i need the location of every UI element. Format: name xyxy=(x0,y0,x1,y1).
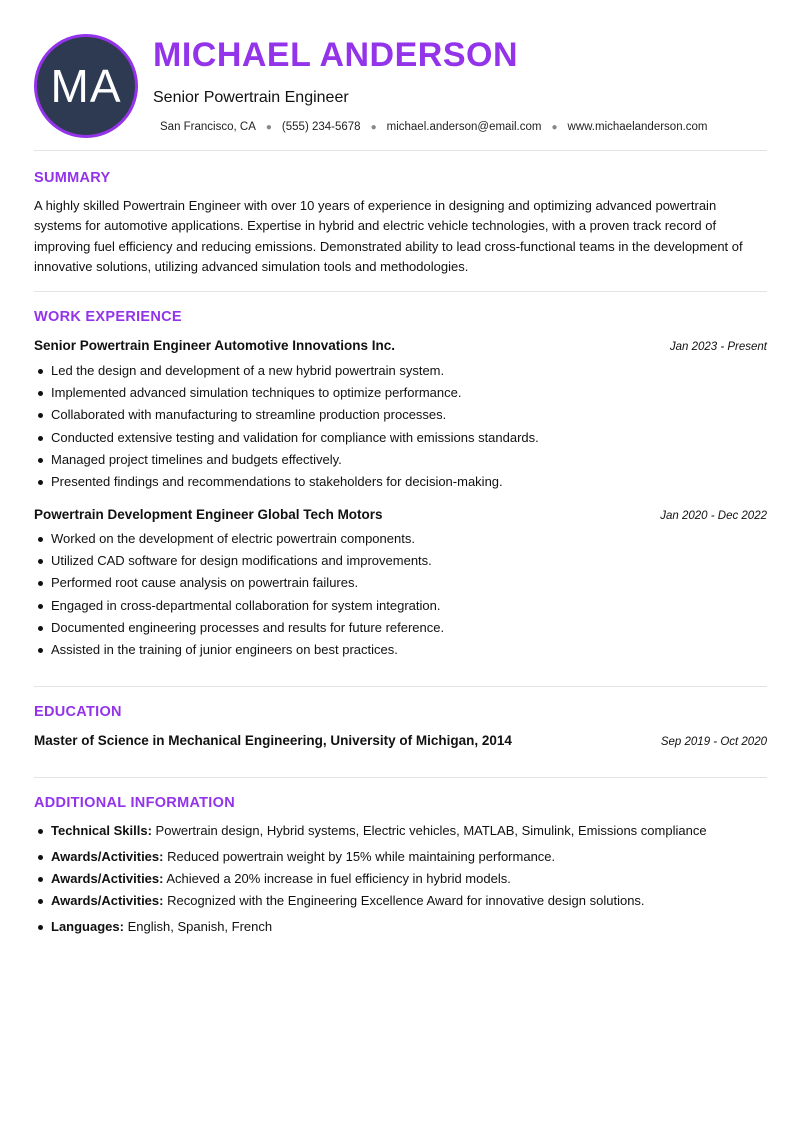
bullet-separator-icon: ● xyxy=(370,121,377,133)
list-item: Led the design and development of a new hybrid powertrain system. xyxy=(34,360,767,382)
job-bullets xyxy=(34,360,767,493)
list-item: Collaborated with manufacturing to streamline production processes. xyxy=(34,404,767,426)
candidate-name: MICHAEL ANDERSON xyxy=(153,36,519,74)
education-heading: EDUCATION xyxy=(34,704,122,720)
contact-bar xyxy=(160,121,708,133)
list-item: Implemented advanced simulation techniques to optimize performance. xyxy=(34,382,767,404)
education-dates: Sep 2019 - Oct 2020 xyxy=(660,736,767,748)
info-label: Technical Skills: xyxy=(51,823,152,838)
info-label: Awards/Activities: xyxy=(51,849,164,864)
list-item: Engaged in cross-departmental collaboration for system integration. xyxy=(34,595,767,617)
list-item: Worked on the development of electric powertrain components. xyxy=(34,528,767,550)
list-item xyxy=(34,846,767,868)
contact-email[interactable]: michael.anderson@email.com xyxy=(386,121,542,133)
candidate-headline: Senior Powertrain Engineer xyxy=(153,89,349,106)
list-item: Documented engineering processes and results for future reference. xyxy=(34,617,767,639)
list-item: Managed project timelines and budgets effectively. xyxy=(34,449,767,471)
job-dates: Jan 2020 - Dec 2022 xyxy=(660,510,767,522)
info-label: Awards/Activities: xyxy=(51,871,164,887)
job-title: Senior Powertrain Engineer Automotive Innovations Inc. xyxy=(34,338,396,353)
job-header xyxy=(34,507,767,522)
list-item xyxy=(34,916,767,938)
divider xyxy=(34,291,767,292)
avatar xyxy=(34,34,138,138)
degree: Master of Science in Mechanical Engineering, University of Michigan, 2014 xyxy=(34,733,512,748)
avatar-initials: MA xyxy=(50,60,122,112)
info-text: Powertrain design, Hybrid systems, Electric vehicles, MATLAB, Simulink, Emissions compliance xyxy=(155,823,707,838)
info-label: Languages: xyxy=(51,919,124,935)
summary-heading: SUMMARY xyxy=(34,170,111,186)
additional-list xyxy=(34,820,767,939)
summary-text: A highly skilled Powertrain Engineer with over 10 years of experience in designing and optimizing advanced powertrain systems for automotive applications. Expertise in hybrid and electric vehicle technologies, with a proven track record of improving fuel efficiency and reducing emissions. Demonstrated ability to lead cross-functional teams in the development of innovative solutions, utilizing advanced simulation tools and methodologies. xyxy=(34,198,743,274)
info-label: Awards/Activities: xyxy=(51,893,164,909)
divider xyxy=(34,150,767,151)
info-text: Reduced powertrain weight by 15% while maintaining performance. xyxy=(167,849,556,864)
job-header xyxy=(34,338,767,353)
list-item xyxy=(34,868,767,890)
info-text: Achieved a 20% increase in fuel efficiency in hybrid models. xyxy=(166,871,511,887)
contact-website[interactable]: www.michaelanderson.com xyxy=(567,121,708,133)
contact-phone: (555) 234-5678 xyxy=(281,121,361,133)
job-dates: Jan 2023 - Present xyxy=(669,341,767,353)
list-item: Presented findings and recommendations to stakeholders for decision-making. xyxy=(34,471,767,493)
divider xyxy=(34,686,767,687)
list-item xyxy=(34,820,767,846)
bullet-separator-icon: ● xyxy=(265,121,272,133)
list-item: Performed root cause analysis on powertrain failures. xyxy=(34,572,767,594)
experience-heading: WORK EXPERIENCE xyxy=(34,309,182,325)
additional-heading: ADDITIONAL INFORMATION xyxy=(34,795,235,811)
bullet-separator-icon: ● xyxy=(551,121,558,133)
job-title: Powertrain Development Engineer Global Tech Motors xyxy=(34,507,383,522)
list-item: Utilized CAD software for design modifications and improvements. xyxy=(34,550,767,572)
info-text: English, Spanish, French xyxy=(127,919,273,935)
list-item xyxy=(34,890,767,916)
divider xyxy=(34,777,767,778)
job-bullets xyxy=(34,528,767,661)
education-entry xyxy=(34,733,767,748)
list-item: Assisted in the training of junior engineers on best practices. xyxy=(34,639,767,661)
info-text: Recognized with the Engineering Excellence Award for innovative design solutions. xyxy=(167,893,645,909)
contact-location: San Francisco, CA xyxy=(160,121,256,133)
list-item: Conducted extensive testing and validation for compliance with emissions standards. xyxy=(34,427,767,449)
